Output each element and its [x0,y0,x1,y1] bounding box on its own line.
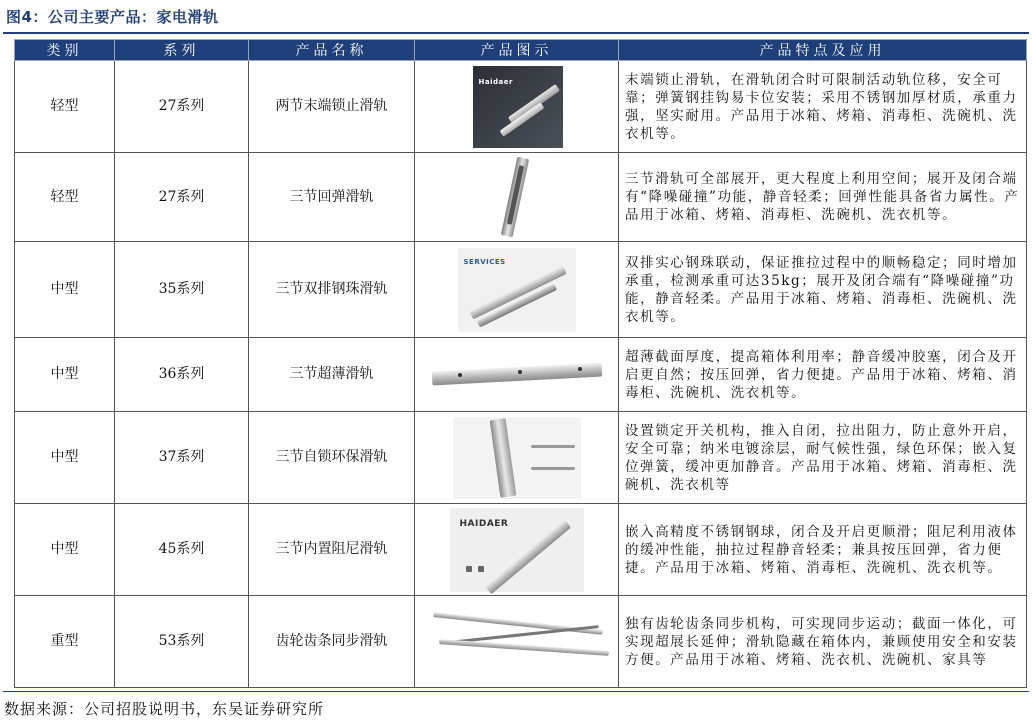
figure-title: 图4：公司主要产品：家电滑轨 [6,8,219,26]
header-features: 产品特点及应用 [619,40,1027,61]
features-cell: 末端锁止滑轨，在滑轨闭合时可限制活动轨位移，安全可靠；弹簧钢挂钩易卡位安装；采用不锈钢加厚材质，承重力强，坚实耐用。产品用于冰箱、烤箱、消毒柜、洗碗机、洗衣机等。 [619,61,1027,153]
product-name-cell: 三节超薄滑轨 [249,338,415,412]
product-name-cell: 三节自锁环保滑轨 [249,412,415,504]
series-cell: 45系列 [115,504,249,596]
features-cell: 三节滑轨可全部展开，更大程度上利用空间；展开及闭合端有“降噪碰撞”功能，静音轻柔；回弹性能具备省力属性。产品用于冰箱、烤箱、消毒柜、洗碗机、洗衣机等。 [619,153,1027,242]
table-row [15,338,1027,412]
product-image-cell [415,412,619,504]
table-row [15,242,1027,338]
category-cell: 中型 [15,338,115,412]
table-header-row [15,40,1027,61]
features-cell: 独有齿轮齿条同步机构，可实现同步运动；截面一体化，可实现超展长延伸；滑轨隐藏在箱体内，兼顾使用安全和安装方便。产品用于冰箱、烤箱、洗衣机、洗碗机、家具等 [619,596,1027,688]
product-table [14,39,1027,688]
source-note: 数据来源：公司招股说明书，东吴证券研究所 [4,700,325,718]
features-cell: 设置锁定开关机构，推入自闭，拉出阻力，防止意外开启，安全可靠；纳米电镀涂层，耐气候性强，绿色环保；嵌入复位弹簧，缓冲更加静音。产品用于冰箱、烤箱、消毒柜、洗碗机、洗衣机等 [619,412,1027,504]
brand-logo: SERVICES [463,257,506,266]
table-row [15,596,1027,688]
series-cell: 35系列 [115,242,249,338]
category-cell: 中型 [15,504,115,596]
series-cell: 53系列 [115,596,249,688]
series-cell: 37系列 [115,412,249,504]
features-cell: 超薄截面厚度，提高箱体利用率；静音缓冲胶塞，闭合及开启更自然；按压回弹，省力便捷。产品用于冰箱、烤箱、消毒柜、洗碗机、洗衣机等。 [619,338,1027,412]
product-name-cell: 三节内置阻尼滑轨 [249,504,415,596]
category-cell: 中型 [15,412,115,504]
features-cell: 双排实心钢珠联动，保证推拉过程中的顺畅稳定；同时增加承重，检测承重可达35kg；展开及闭合端有“降噪碰撞”功能，静音轻柔。产品用于冰箱、烤箱、消毒柜、洗碗机、洗衣机等。 [619,242,1027,338]
footer-rule [3,691,1029,692]
table-row [15,504,1027,596]
series-cell: 27系列 [115,61,249,153]
brand-logo: Haidaer [478,77,513,86]
product-table-wrap [14,39,1026,688]
product-name-cell: 三节双排钢珠滑轨 [249,242,415,338]
damper-rail-photo [448,506,586,594]
table-row [15,61,1027,153]
category-cell: 轻型 [15,153,115,242]
slide-rail-boxed-photo [467,64,567,150]
category-cell: 重型 [15,596,115,688]
category-cell: 中型 [15,242,115,338]
product-image-cell [415,153,619,242]
category-cell: 轻型 [15,61,115,153]
product-image-cell [415,242,619,338]
product-image-cell [415,338,619,412]
vertical-slide-rail-photo [487,155,547,239]
product-image-cell [415,61,619,153]
header-product-image: 产品图示 [415,40,619,61]
header-series: 系列 [115,40,249,61]
double-row-ball-rail-photo [456,246,578,334]
product-image-cell [415,596,619,688]
rack-pinion-rail-photo [419,607,615,677]
header-category: 类别 [15,40,115,61]
brand-logo: HAIDAER [459,518,509,529]
self-lock-rail-photo [451,415,583,501]
table-row [15,153,1027,242]
product-name-cell: 两节末端锁止滑轨 [249,61,415,153]
product-image-cell [415,504,619,596]
table-row [15,412,1027,504]
features-cell: 嵌入高精度不锈钢钢球，闭合及开启更顺滑；阻尼利用液体的缓冲性能，抽拉过程静音轻柔；兼具按压回弹，省力便捷。产品用于冰箱、烤箱、消毒柜、洗碗机、洗衣机等。 [619,504,1027,596]
header-product-name: 产品名称 [249,40,415,61]
series-cell: 36系列 [115,338,249,412]
ultra-thin-rail-photo [428,345,606,405]
product-name-cell: 三节回弹滑轨 [249,153,415,242]
product-name-cell: 齿轮齿条同步滑轨 [249,596,415,688]
title-rule [3,32,1029,34]
series-cell: 27系列 [115,153,249,242]
